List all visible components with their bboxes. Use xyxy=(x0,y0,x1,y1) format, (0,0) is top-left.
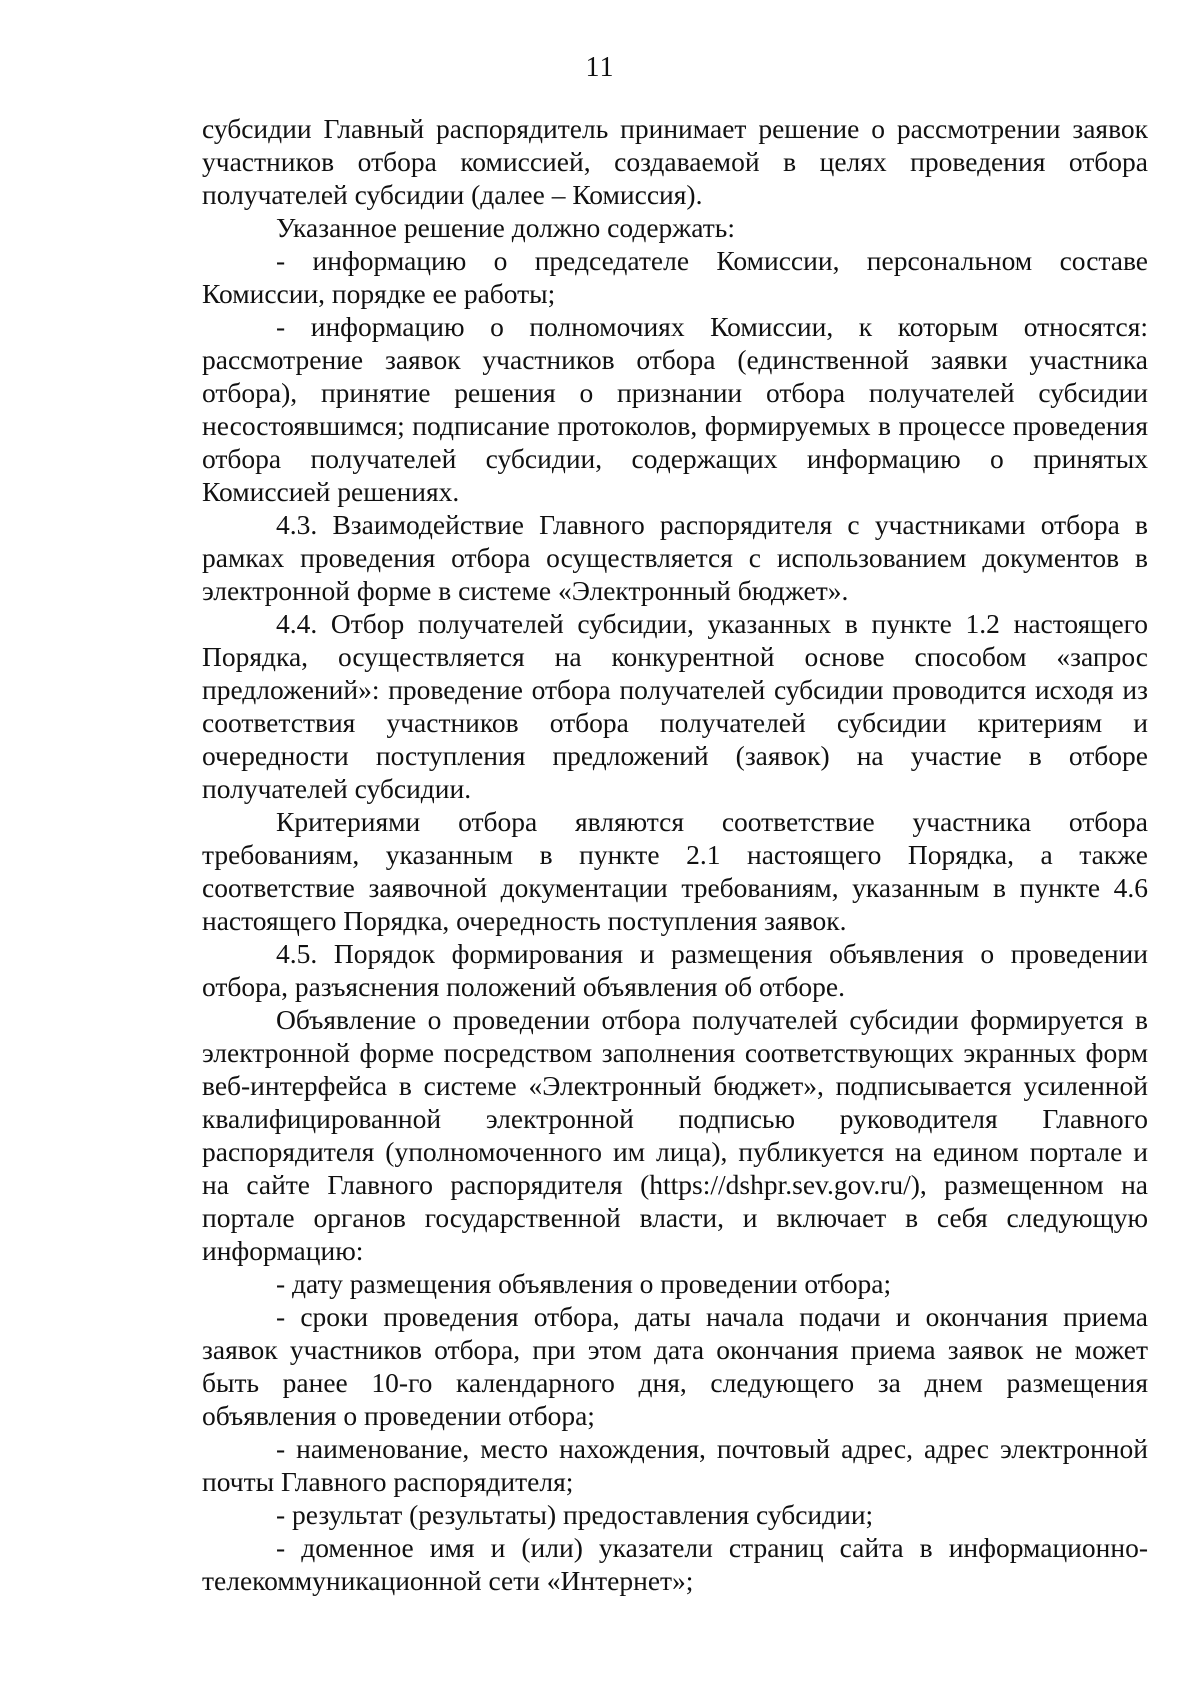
document-body xyxy=(202,112,1148,1597)
page-number: 11 xyxy=(585,52,615,83)
paragraph-decision-content: Указанное решение должно содержать: xyxy=(276,212,735,243)
paragraph-4-3: 4.3. Взаимодействие Главного распорядителя с участниками отбора в рамках проведения отбора осуществляется с использованием документов в электронной форме в системе «Электронный бюджет». xyxy=(202,509,1148,606)
list-item-chairman-info: - информацию о председателе Комиссии, персональном составе Комиссии, порядке ее работы; xyxy=(202,245,1148,309)
paragraph-continuation: субсидии Главный распорядитель принимает решение о рассмотрении заявок участников отбора комиссией, создаваемой в целях проведения отбора получателей субсидии (далее – Комиссия). xyxy=(202,113,1148,210)
paragraph-selection-criteria: Критериями отбора являются соответствие участника отбора требованиям, указанным в пункте 2.1 настоящего Порядка, а также соответствие заявочной документации требованиям, указанным в пункте 4.6 настоящего Порядка, очередность поступления заявок. xyxy=(202,806,1148,936)
paragraph-4-4: 4.4. Отбор получателей субсидии, указанных в пункте 1.2 настоящего Порядка, осуществляется на конкурентной основе способом «запрос предложений»: проведение отбора получателей субсидии проводится исходя из соответствия участников отбора получателей субсидии критериям и очередности поступления предложений (заявок) на участие в отборе получателей субсидии. xyxy=(202,608,1148,804)
list-item-announcement-date: - дату размещения объявления о проведении отбора; xyxy=(276,1268,892,1299)
list-item-domain-name: - доменное имя и (или) указатели страниц сайта в информационно-телекоммуникационной сети «Интернет»; xyxy=(202,1532,1148,1596)
list-item-commission-powers: - информацию о полномочиях Комиссии, к которым относятся: рассмотрение заявок участников отбора (единственной заявки участника отбора), принятие решения о признании отбора получателей субсидии несостоявшимся; подписание протоколов, формируемых в процессе проведения отбора получателей субсидии, содержащих информацию о принятых Комиссией решениях. xyxy=(202,311,1148,507)
paragraph-announcement: Объявление о проведении отбора получателей субсидии формируется в электронной форме посредством заполнения соответствующих экранных форм веб-интерфейса в системе «Электронный бюджет», подписывается усиленной квалифицированной электронной подписью руководителя Главного распорядителя (уполномоченного им лица), публикуется на едином портале и на сайте Главного распорядителя (https://dshpr.sev.gov.ru/), размещенном на портале органов государственной власти, и включает в себя следующую информацию: xyxy=(202,1004,1148,1266)
list-item-subsidy-results: - результат (результаты) предоставления субсидии; xyxy=(276,1499,874,1530)
paragraph-4-5: 4.5. Порядок формирования и размещения объявления о проведении отбора, разъяснения положений объявления об отборе. xyxy=(202,938,1148,1002)
list-item-contact-details: - наименование, место нахождения, почтовый адрес, адрес электронной почты Главного распорядителя; xyxy=(202,1433,1148,1497)
list-item-selection-terms: - сроки проведения отбора, даты начала подачи и окончания приема заявок участников отбора, при этом дата окончания приема заявок не может быть ранее 10-го календарного дня, следующего за днем размещения объявления о проведении отбора; xyxy=(202,1301,1148,1431)
